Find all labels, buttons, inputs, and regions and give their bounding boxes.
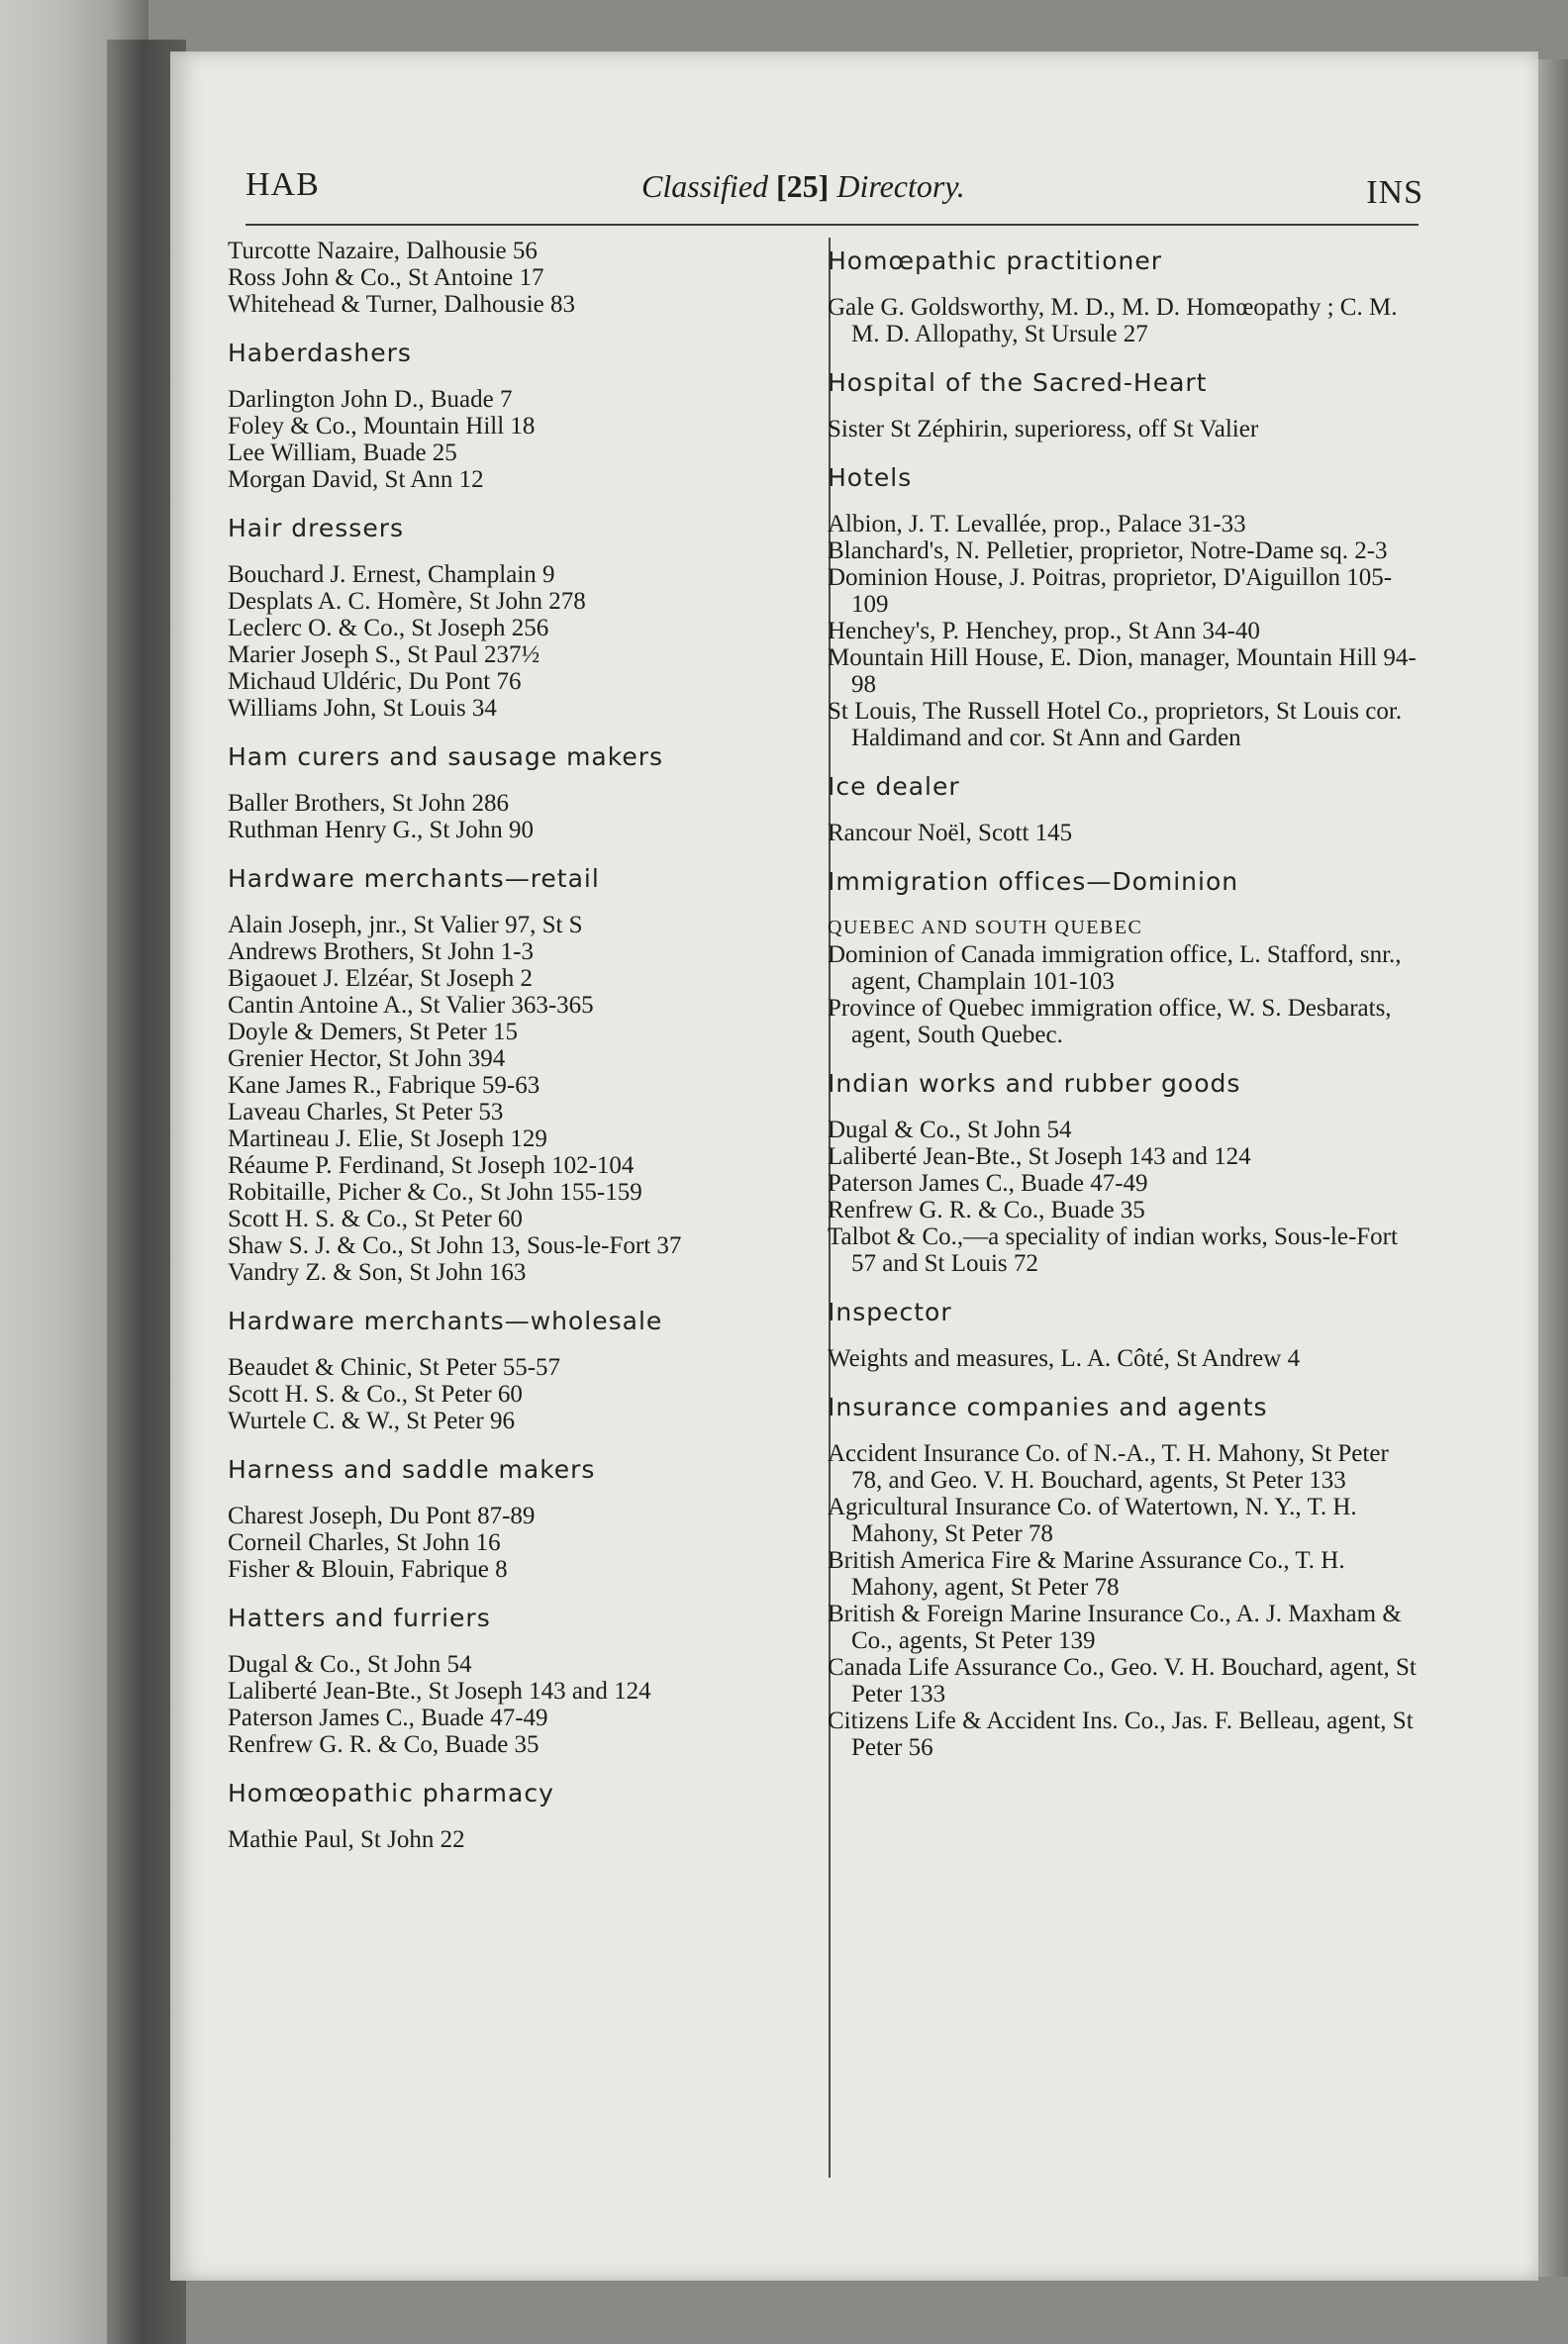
directory-section [228,340,802,493]
directory-section [828,369,1421,442]
directory-entry: Baller Brothers, St John 286 [228,790,510,817]
section-heading: Homœopathic pharmacy [228,1779,554,1807]
directory-entry: Dominion House, J. Poitras, proprietor, D'Aiguillon 105-109 [828,564,1393,618]
directory-entry: Weights and measures, L. A. Côté, St Andrew 4 [828,1345,1301,1372]
entry-list [828,1440,1421,1761]
directory-entry: Ruthman Henry G., St John 90 [228,817,535,843]
directory-entry: British America Fire & Marine Assurance Co., T. H. Mahony, agent, St Peter 78 [828,1547,1345,1601]
directory-entry: St Louis, The Russell Hotel Co., proprietors, St Louis cor. Haldimand and cor. St Ann and Garden [828,698,1403,751]
directory-entry: Darlington John D., Buade 7 [228,386,513,413]
entry-list [228,1651,802,1758]
directory-entry: Leclerc O. & Co., St Joseph 256 [228,615,549,641]
directory-entry: Foley & Co., Mountain Hill 18 [228,413,536,440]
directory-entry: Paterson James C., Buade 47-49 [828,1170,1148,1197]
section-heading: Harness and saddle makers [228,1455,596,1484]
page-number: [25] [776,168,830,204]
directory-entry: Laliberté Jean-Bte., St Joseph 143 and 124 [228,1678,651,1705]
directory-entry: Citizens Life & Accident Ins. Co., Jas. F. Belleau, agent, St Peter 56 [828,1708,1414,1761]
section-heading: Hospital of the Sacred-Heart [828,368,1208,397]
right-column [828,242,1421,1783]
directory-entry: Cantin Antoine A., St Valier 363-365 [228,992,594,1019]
header-rule [245,224,1419,226]
directory-entry: Charest Joseph, Du Pont 87-89 [228,1503,536,1529]
section-heading: Hotels [828,463,913,492]
header-left-guideword: HAB [245,166,320,203]
directory-entry: Grenier Hector, St John 394 [228,1045,506,1072]
header-right-guideword: INS [1366,174,1423,211]
directory-entry: Laliberté Jean-Bte., St Joseph 143 and 124 [828,1143,1251,1170]
directory-entry: Vandry Z. & Son, St John 163 [228,1259,527,1286]
header-title-post: Directory. [836,168,965,204]
directory-section [828,1299,1421,1372]
page-right-edge [1538,59,1568,2277]
directory-entry: Henchey's, P. Henchey, prop., St Ann 34-40 [828,618,1260,644]
entry-list [228,386,802,493]
directory-entry: Ross John & Co., St Antoine 17 [228,264,544,291]
directory-entry: Agricultural Insurance Co. of Watertown, N. Y., T. H. Mahony, St Peter 78 [828,1494,1357,1547]
header-title [641,168,965,205]
directory-section [828,1070,1421,1277]
directory-entry: Martineau J. Elie, St Joseph 129 [228,1125,547,1152]
directory-entry: Bouchard J. Ernest, Champlain 9 [228,561,555,588]
directory-entry: Marier Joseph S., St Paul 237½ [228,641,540,668]
directory-section [828,464,1421,751]
directory-entry: Albion, J. T. Levallée, prop., Palace 31-33 [828,511,1246,537]
directory-entry: Lee William, Buade 25 [228,440,457,466]
directory-entry: Mathie Paul, St John 22 [228,1826,465,1853]
directory-section [828,773,1421,846]
entry-list [228,1503,802,1583]
directory-section [228,743,802,843]
directory-entry: Bigaouet J. Elzéar, St Joseph 2 [228,965,533,992]
entry-list [828,820,1421,846]
section-heading: Hardware merchants—wholesale [228,1307,663,1335]
entry-list [228,912,802,1286]
section-heading: Homœpathic practitioner [828,246,1163,275]
section-heading: Ham curers and sausage makers [228,742,664,771]
entry-list [228,1826,802,1853]
directory-entry: Morgan David, St Ann 12 [228,466,484,493]
entry-list [828,1117,1421,1277]
section-heading: Hatters and furriers [228,1604,491,1632]
directory-entry: Renfrew G. R. & Co., Buade 35 [828,1197,1145,1223]
directory-entry: British & Foreign Marine Insurance Co., A. J. Maxham & Co., agents, St Peter 139 [828,1601,1402,1654]
directory-entry: Doyle & Demers, St Peter 15 [228,1019,519,1045]
directory-section [228,1605,802,1758]
entry-list [828,416,1421,442]
page-header [245,166,1423,226]
directory-section [828,1394,1421,1761]
entry-list [228,790,802,843]
entry-list [828,294,1421,347]
directory-entry: Fisher & Blouin, Fabrique 8 [228,1556,508,1583]
directory-entry: Whitehead & Turner, Dalhousie 83 [228,291,576,318]
directory-entry: Turcotte Nazaire, Dalhousie 56 [228,238,538,264]
left-column [228,238,802,1875]
directory-entry: Dominion of Canada immigration office, L. Stafford, snr., agent, Champlain 101-103 [828,941,1402,995]
directory-section [828,868,1421,1048]
directory-entry: Canada Life Assurance Co., Geo. V. H. Bouchard, agent, St Peter 133 [828,1654,1417,1708]
entry-list [228,238,802,318]
directory-entry: Williams John, St Louis 34 [228,695,497,722]
directory-entry: Laveau Charles, St Peter 53 [228,1099,504,1125]
directory-entry: Paterson James C., Buade 47-49 [228,1705,548,1731]
directory-entry: Province of Quebec immigration office, W. S. Desbarats, agent, South Quebec. [828,995,1392,1048]
directory-entry: Dugal & Co., St John 54 [828,1117,1072,1143]
section-heading: Ice dealer [828,772,960,801]
directory-entry: Sister St Zéphirin, superioress, off St Valier [828,416,1259,442]
header-title-pre: Classified [641,168,769,204]
section-heading: Indian works and rubber goods [828,1069,1241,1098]
entry-list [228,1354,802,1434]
directory-entry: Accident Insurance Co. of N.-A., T. H. Mahony, St Peter 78, and Geo. V. H. Bouchard, agents, St Peter 133 [828,1440,1389,1494]
entry-list [828,511,1421,751]
section-heading: Haberdashers [228,339,412,367]
directory-entry: Beaudet & Chinic, St Peter 55-57 [228,1354,561,1381]
directory-entry: Renfrew G. R. & Co, Buade 35 [228,1731,539,1758]
directory-section [228,1456,802,1583]
directory-entry: Blanchard's, N. Pelletier, proprietor, Notre-Dame sq. 2-3 [828,537,1388,564]
section-heading: Hardware merchants—retail [228,864,600,893]
section-subheading: QUEBEC AND SOUTH QUEBEC [828,917,1143,938]
directory-section [228,1780,802,1853]
directory-section [228,865,802,1286]
directory-entry: Mountain Hill House, E. Dion, manager, Mountain Hill 94-98 [828,644,1417,698]
directory-entry: Talbot & Co.,—a speciality of indian works, Sous-le-Fort 57 and St Louis 72 [828,1223,1398,1277]
directory-entry: Rancour Noël, Scott 145 [828,820,1073,846]
entry-list [828,941,1421,1048]
entry-list [828,1345,1421,1372]
directory-entry: Gale G. Goldsworthy, M. D., M. D. Homœopathy ; C. M. M. D. Allopathy, St Ursule 27 [828,294,1398,347]
directory-entry: Andrews Brothers, St John 1-3 [228,938,535,965]
section-heading: Hair dressers [228,514,405,542]
directory-entry: Kane James R., Fabrique 59-63 [228,1072,540,1099]
directory-entry: Scott H. S. & Co., St Peter 60 [228,1381,523,1408]
directory-entry: Michaud Uldéric, Du Pont 76 [228,668,522,695]
directory-entry: Shaw S. J. & Co., St John 13, Sous-le-Fort 37 [228,1232,682,1259]
directory-entry: Scott H. S. & Co., St Peter 60 [228,1206,523,1232]
section-heading: Inspector [828,1298,952,1326]
directory-entry: Réaume P. Ferdinand, St Joseph 102-104 [228,1152,635,1179]
directory-entry: Wurtele C. & W., St Peter 96 [228,1408,515,1434]
directory-entry: Desplats A. C. Homère, St John 278 [228,588,586,615]
entry-list [228,561,802,722]
section-heading: Insurance companies and agents [828,1393,1268,1421]
directory-entry: Alain Joseph, jnr., St Valier 97, St S [228,912,583,938]
directory-entry: Robitaille, Picher & Co., St John 155-159 [228,1179,642,1206]
directory-entry: Dugal & Co., St John 54 [228,1651,472,1678]
directory-section [228,1308,802,1434]
section-heading: Immigration offices—Dominion [828,867,1239,896]
directory-section [228,515,802,722]
directory-section [828,247,1421,347]
directory-entry: Corneil Charles, St John 16 [228,1529,501,1556]
directory-section [228,238,802,318]
